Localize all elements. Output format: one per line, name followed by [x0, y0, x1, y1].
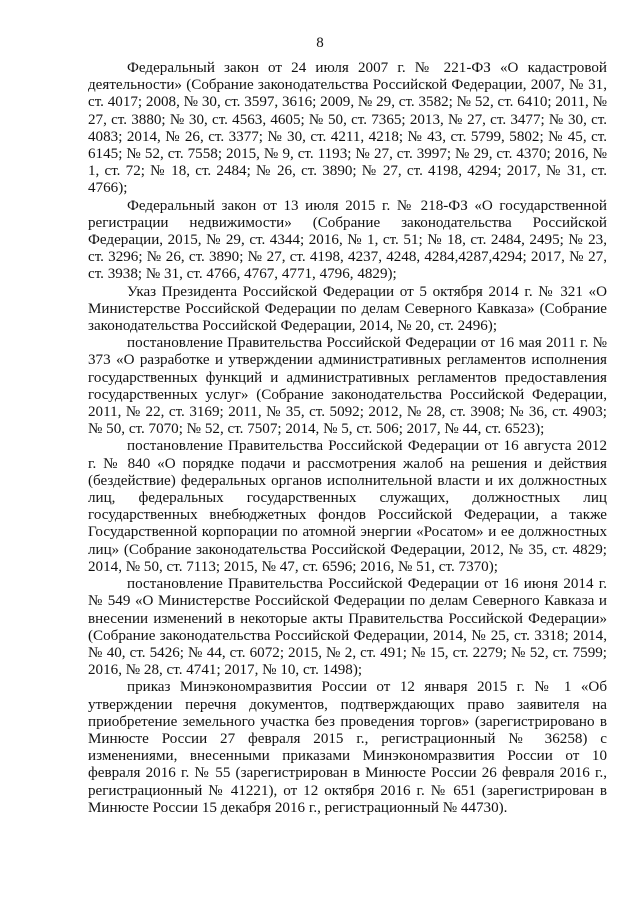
paragraph-resolution-840: постановление Правительства Российской Федерации от 16 августа 2012 г. № 840 «О порядке подачи и рассмотрения жалоб на решения и действия (бездействие) федеральных органов исполнительной власти и их должностных лиц, федеральных государственных служащих, должностных лиц государственных внебюджетных фондов Российской Федерации, а также Государственной корпорации по атомной энергии «Росатом» и ее должностных лиц» (Собрание законодательства Российской Федерации, 2012, № 35, ст. 4829; 2014, № 50, ст. 7113; 2015, № 47, ст. 6596; 2016, № 51, ст. 7370); — [88, 438, 607, 575]
paragraph-cadastral-law: Федеральный закон от 24 июля 2007 г. № 221-ФЗ «О кадастровой деятельности» (Собрание законодательства Российской Федерации, 2007, № 31, ст. 4017; 2008, № 30, ст. 3597, 3616; 2009, № 29, ст. 3582; № 52, ст. 6410; 2011, № 27, ст. 3880; № 30, ст. 4563, 4605; № 50, ст. 7365; 2013, № 27, ст. 3477; № 30, ст. 4083; 2014, № 26, ст. 3377; № 30, ст. 4211, 4218; № 43, ст. 5799, 5802; № 45, ст. 6145; № 52, ст. 7558; 2015, № 9, ст. 1193; № 27, ст. 3997; № 29, ст. 4370; 2016, № 1, ст. 72; № 18, ст. 2484; № 26, ст. 3890; № 27, ст. 4198, 4294; 2017, № 31, ст. 4766); — [88, 60, 607, 197]
paragraph-resolution-373: постановление Правительства Российской Федерации от 16 мая 2011 г. № 373 «О разработке и утверждении административных регламентов исполнения государственных функций и административных регламентов предоставления государственных услуг» (Собрание законодательства Российской Федерации, 2011, № 22, ст. 3169; 2011, № 35, ст. 5092; 2012, № 28, ст. 3908; № 36, ст. 4903; № 50, ст. 7070; № 52, ст. 7507; 2014, № 5, ст. 506; 2017, № 44, ст. 6523); — [88, 335, 607, 438]
document-body — [88, 60, 607, 817]
paragraph-resolution-549: постановление Правительства Российской Федерации от 16 июня 2014 г. № 549 «О Министерстве Российской Федерации по делам Северного Кавказа и внесении изменений в некоторые акты Правительства Российской Федерации» (Собрание законодательства Российской Федерации, 2014, № 25, ст. 3318; 2014, № 40, ст. 5426; № 44, ст. 6072; 2015, № 2, ст. 491; № 15, ст. 2279; № 52, ст. 7599; 2016, № 28, ст. 4741; 2017, № 10, ст. 1498); — [88, 576, 607, 679]
page-number: 8 — [316, 35, 324, 51]
paragraph-registration-law: Федеральный закон от 13 июля 2015 г. № 218-ФЗ «О государственной регистрации недвижимости» (Собрание законодательства Российской Федерации, 2015, № 29, ст. 4344; 2016, № 1, ст. 51; № 18, ст. 2484, 2495; № 23, ст. 3296; № 26, ст. 3890; № 27, ст. 4198, 4237, 4248, 4284,4287,4294; 2017, № 27, ст. 3938; № 31, ст. 4766, 4767, 4771, 4796, 4829); — [88, 197, 607, 283]
paragraph-presidential-decree: Указ Президента Российской Федерации от 5 октября 2014 г. № 321 «О Министерстве Российской Федерации по делам Северного Кавказа» (Собрание законодательства Российской Федерации, 2014, № 20, ст. 2496); — [88, 283, 607, 335]
paragraph-order-1: приказ Минэкономразвития России от 12 января 2015 г. № 1 «Об утверждении перечня документов, подтверждающих право заявителя на приобретение земельного участка без проведения торгов» (зарегистрировано в Минюсте России 27 февраля 2015 г., регистрационный № 36258) с изменениями, внесенными приказами Минэкономразвития России от 10 февраля 2016 г. № 55 (зарегистрирован в Минюсте России 26 февраля 2016 г., регистрационный № 41221), от 12 октября 2016 г. № 651 (зарегистрирован в Минюсте России 15 декабря 2016 г., регистрационный № 44730). — [88, 679, 607, 816]
